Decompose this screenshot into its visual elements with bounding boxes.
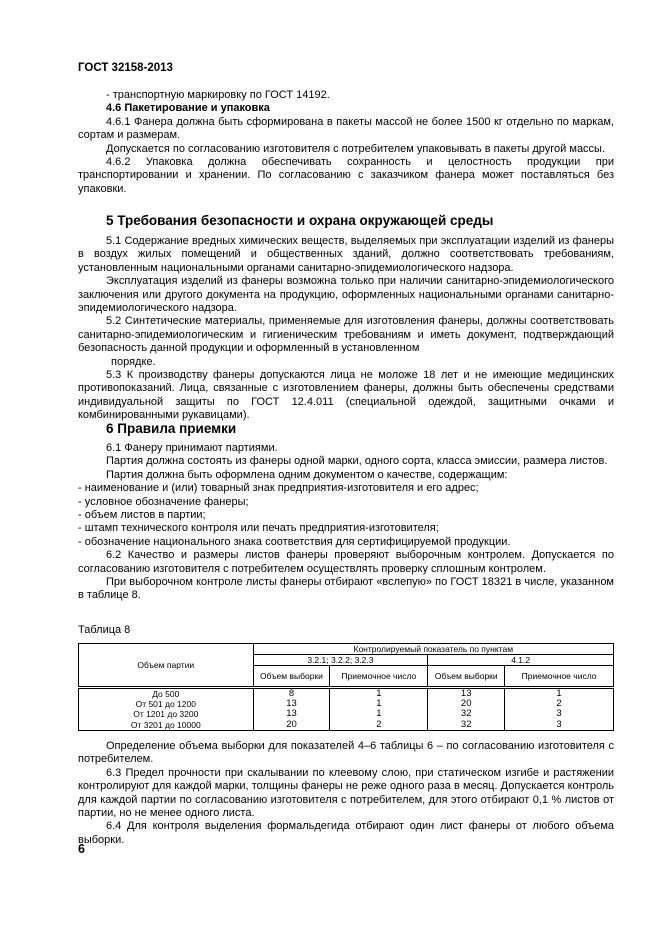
section-4-6-block: [78, 89, 614, 196]
lot-cell: От 1201 до 3200: [79, 709, 254, 719]
accept-cell: 1: [330, 699, 428, 709]
column-header-accept-1: Приемочное число: [330, 666, 428, 688]
paragraph-6-3: 6.3 Предел прочности при скалывании по клеевому слою, при статическом изгибе и растяжении контролируют для каждой марки, толщины фанеры не реже одного раза в месяц. Допускается контроль для каждой партии по согласованию изготовителя с потребителем, для этого отбирают 0,1 % листов от партии, но не менее одного листа.: [78, 766, 614, 820]
paragraph-sample-definition: Определение объема выборки для показателей 4–6 таблицы 6 – по согласованию изготовителя с потребителем.: [78, 740, 614, 766]
paragraph-6-1-c: Партия должна быть оформлена одним документом о качестве, содержащим:: [106, 468, 508, 481]
accept-cell: 3: [505, 709, 614, 719]
sample-cell: 13: [253, 699, 330, 709]
sample-cell: 20: [428, 699, 505, 709]
table-row: [79, 709, 614, 719]
list-item: - штамп технического контроля или печать предприятия-изготовителя;: [78, 522, 439, 535]
paragraph-6-1: 6.1 Фанеру принимают партиями.: [106, 442, 278, 454]
sample-cell: 32: [428, 720, 505, 731]
sample-cell: 32: [428, 709, 505, 719]
lot-cell: От 3201 до 10000: [79, 720, 254, 731]
after-table-block: [78, 740, 614, 847]
paragraph-6-1-b: Партия должна состоять из фанеры одной марки, одного сорта, класса эмиссии, размера листов.: [106, 455, 608, 468]
paragraph-6-4: 6.4 Для контроля выделения формальдегида отбирают один лист фанеры от любого объема выборки.: [78, 820, 614, 846]
paragraph-5-3: 5.3 К производству фанеры допускаются лица не моложе 18 лет и не имеющие медицинских противопоказаний. Лица, связанные с изготовлением фанеры, должны быть обеспечены средствами индивидуальной защиты по ГОСТ 12.4.011 (специальной одеждой, защитными очками и комбинированными рукавицами).: [78, 369, 614, 422]
accept-cell: 1: [330, 709, 428, 719]
section-5-title: 5 Требования безопасности и охрана окружающей среды: [106, 213, 494, 228]
document-header: ГОСТ 32158-2013: [78, 62, 173, 74]
section-5-block: [78, 213, 614, 423]
column-header-group: Контролируемый показатель по пунктам: [253, 644, 613, 655]
paragraph-5-2: 5.2 Синтетические материалы, применяемые для изготовления фанеры, должны соответствовать санитарно-эпидемиологическим и гигиеническим требованиям и иметь документ, подтверждающий безопасность данной продукции и оформленный в установленном: [78, 315, 614, 355]
paragraph-5-1-b: Эксплуатация изделий из фанеры возможна только при наличии санитарно-эпидемиологического заключения или другого документа на продукцию, оформленных национальными органами санитарно-эпидемиологического надзора.: [78, 275, 614, 315]
page-number: 6: [78, 842, 85, 856]
paragraph-4-6-2: 4.6.2 Упаковка должна обеспечивать сохранность и целостность продукции при транспортировании и хранении. По согласованию с заказчиком фанера может поставляться без упаковки.: [78, 156, 614, 195]
marking-line: - транспортную маркировку по ГОСТ 14192.: [106, 89, 330, 101]
table-row: [79, 699, 614, 709]
lot-cell: От 501 до 1200: [79, 699, 254, 709]
table-8: [78, 643, 614, 731]
table-row: [79, 688, 614, 700]
paragraph-4-6-1: 4.6.1 Фанера должна быть сформирована в пакеты массой не более 1500 кг отдельно по маркам, сортам и размерам.: [78, 115, 614, 142]
column-header-sample-2: Объем выборки: [428, 666, 505, 688]
sample-cell: 13: [428, 688, 505, 700]
section-4-6-title: 4.6 Пакетирование и упаковка: [106, 102, 270, 115]
list-item: - наименование и (или) товарный знак предприятия-изготовителя и его адрес;: [78, 482, 479, 495]
group-header-1: 3.2.1; 3.2.2; 3.2.3: [253, 655, 428, 666]
paragraph-5-2-b: порядке.: [111, 355, 156, 368]
list-item: - условное обозначение фанеры;: [78, 495, 249, 508]
paragraph-6-2: 6.2 Качество и размеры листов фанеры проверяют выборочным контролем. Допускается по согласованию изготовителя с потребителем осуществлять проверку сплошным контролем.: [78, 549, 614, 575]
table-row: [79, 720, 614, 731]
section-6-block: [78, 421, 614, 603]
accept-cell: 3: [505, 720, 614, 731]
paragraph-4-6-1-b: Допускается по согласованию изготовителя с потребителем упаковывать в пакеты другой массы.: [106, 142, 606, 155]
column-header-sample-1: Объем выборки: [253, 666, 330, 688]
sample-cell: 13: [253, 709, 330, 719]
paragraph-6-2-b: При выборочном контроле листы фанеры отбирают «вслепую» по ГОСТ 18321 в числе, указанном в таблице 8.: [78, 576, 614, 602]
lot-cell: До 500: [79, 688, 254, 700]
section-6-title: 6 Правила приемки: [106, 421, 237, 436]
accept-cell: 2: [330, 720, 428, 731]
table-caption: Таблица 8: [78, 624, 131, 636]
column-header-accept-2: Приемочное число: [505, 666, 614, 688]
accept-cell: 1: [330, 688, 428, 700]
paragraph-5-1: 5.1 Содержание вредных химических веществ, выделяемых при эксплуатации изделий из фанеры в воздух жилых помещений и общественных зданий, должно соответствовать требованиям, установленным национальными органами санитарно-эпидемиологического надзора.: [78, 235, 614, 274]
group-header-2: 4.1.2: [428, 655, 614, 666]
accept-cell: 2: [505, 699, 614, 709]
accept-cell: 1: [505, 688, 614, 700]
list-item: - объем листов в партии;: [78, 509, 206, 522]
sample-cell: 20: [253, 720, 330, 731]
sample-cell: 8: [253, 688, 330, 700]
list-item: - обозначение национального знака соответствия для сертифицируемой продукции.: [78, 535, 511, 548]
column-header-lot: Объем партии: [79, 644, 254, 688]
